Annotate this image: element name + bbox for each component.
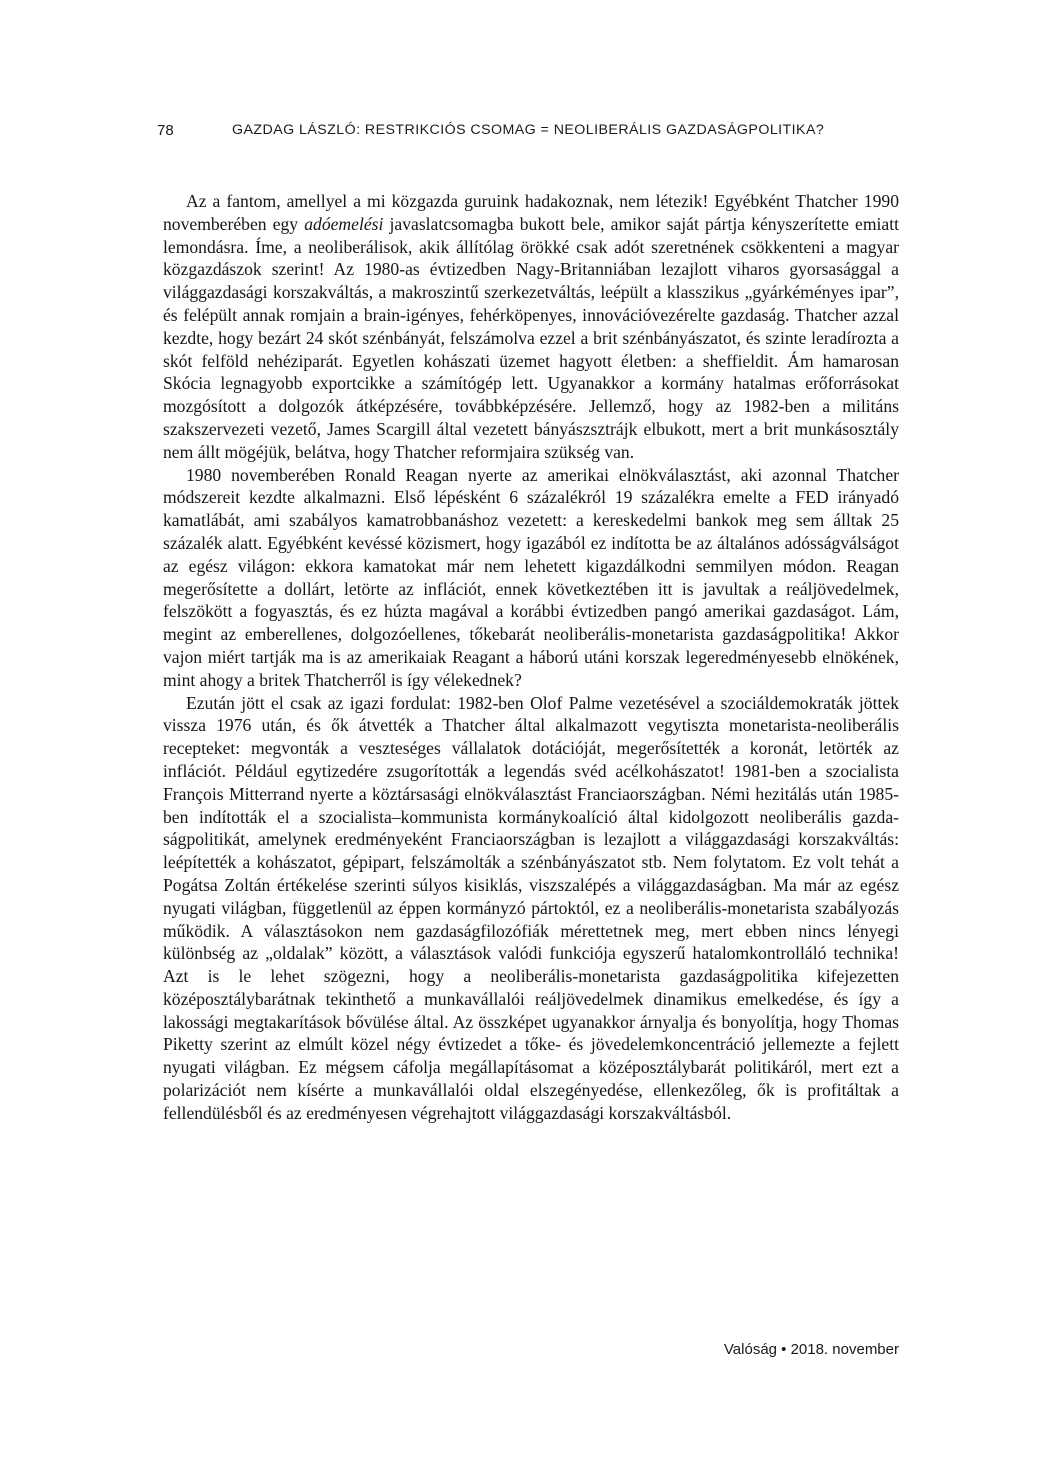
running-head-title: GAZDAG LÁSZLÓ: RESTRIKCIÓS CSOMAG = NEOLIBERÁLIS GAZDASÁGPOLITIKA? (232, 122, 825, 138)
paragraph-2: 1980 novemberében Ronald Reagan nyerte az amerikai elnökválasztást, aki azonnal Thatcher módszereit kezdte alkalmazni. Első lépésként 6 százalékról 19 százalékra emelte a FED irányadó kamatlábát, ami szabályos kamatrobbanáshoz vezetett: a kereskedelmi bankok meg sem álltak 25 százalék alatt. Egyébként kevéssé közismert, hogy igazából ez indította be az általános adósságválságot az egész világon: ekkora kamatokat már nem lehetett kigazdálkodni semmilyen módon. Reagan megerősítette a dollárt, letörte az inflációt, ennek következtében itt is javultak a reáljövedelmek, felszökött a fogyasztás, és ez húzta magával a korábbi évtizedben pangó amerikai gazdaságot. Lám, megint az emberellenes, dolgozóellenes, tőkebarát neoliberális-monetarista gazdaságpolitika! Akkor vajon miért tartják ma is az amerikaiak Reagant a háború utáni korszak legeredményesebb elnökének, mint ahogy a britek Thatcherről is így vélekednek? (163, 464, 899, 690)
page-number: 78 (157, 122, 174, 139)
paragraph-1 (163, 190, 899, 464)
paragraph-1-text-start: Az a fantom, amellyel a mi közgazda guruink hadakoznak, nem létezik! Egyébként Thatcher 1990 novemberében egy (163, 191, 899, 234)
paragraph-3: Ezután jött el csak az igazi fordulat: 1982-ben Olof Palme vezetésével a szociáldemokraták jöttek vissza 1976 után, és ők átvették a Thatcher által alkalmazott vegytiszta monetarista-neoliberális recepteket: megvonták a veszteséges vállalatok dotációját, megerősítették a koronát, letörték az inflációt. Például egytizedére zsugorították a legendás svéd acélkohászatot! 1981-ben a szocialista François Mitterrand nyerte a köztársasági elnökválasztást Franciaországban. Némi hezitálás után 1985-ben indították el a szocialista–kommunista kormánykoalíció által kidolgozott neoliberális gazdaságpolitikát, amelynek eredményeként Franciaországban is lezajlott a világgazdasági korszakváltás: leépítették a kohászatot, gépipart, felszámolták a szénbányászatot stb. Nem folytatom. Ez volt tehát a Pogátsa Zoltán értékelése szerinti súlyos kisiklás, viszszalépés a világgazdaságban. Ma már az egész nyugati világban, függetlenül az éppen kormányzó pártoktól, ez a neoliberális-monetarista szabályozás működik. A választásokon nem gazdaságfilozófiák mérettetnek meg, mert ebben nincs lényegi különbség az „oldalak” között, a választások valódi funkciója egyszerű hatalomkontrolláló technika! Azt is le lehet szögezni, hogy a neoliberális-monetarista gazdaságpolitika kifejezetten középosztálybarátnak tekinthető a munkavállalói reáljövedelmek dinamikus emelkedése, és így a lakossági megtakarítások bővülése által. Az összképet ugyanakkor árnyalja és bonyolítja, hogy Thomas Piketty szerint az elmúlt közel négy évtizedet a tőke- és jövedelemkoncentráció jellemezte a fejlett nyugati világban. Ez mégsem cáfolja megállapításomat a középosztálybarát politikáról, mert ezt a polarizációt nem kísérte a munkavállalói oldal elszegényedése, ellenkezőleg, ők is profitáltak a fellendülésből és az eredményesen végrehajtott világgazdasági korszakváltásból. (163, 692, 899, 1123)
footer-publication: Valóság • 2018. november (723, 1341, 899, 1358)
article-body (163, 190, 899, 1125)
paragraph-1-emphasis: adóemelési (304, 213, 384, 234)
paragraph-1-text-end: javaslatcsomagba bukott bele, amikor saját pártja kényszerítette emiatt lemondásra. Íme, a neoliberálisok, akik állítólag örökké csak adót szeretnének csökkenteni a magyar közgazdászok szerint! Az 1980-as évtizedben Nagy-Britanniában lezajlott viharos gyorsasággal a világgazdasági korszakváltás, a makroszintű szerkezetváltás, leépült a klasszikus „gyárkéményes ipar”, és felépült annak romjain a brain-igényes, fehérköpenyes, innovációvezérelte gazdaság. Thatcher azzal kezdte, hogy bezárt 24 skót szénbányát, felszámolva ezzel a brit szénbányászatot, és szinte leradírozta a skót felföld nehéziparát. Egyetlen kohászati üzemet hagyott életben: a sheffieldit. Ám hamarosan Skócia legnagyobb exportcikke a számítógép lett. Ugyanakkor a kormány hatalmas erőforrásokat mozgósított a dolgozók átképzésére, továbbképzésére. Jellemző, hogy az 1982-ben a militáns szakszervezeti vezető, James Scargill által vezetett bányászsztrájk elbukott, mert a brit munkásosztály nem állt mögéjük, belátva, hogy Thatcher reformjaira szükség van. (163, 213, 899, 462)
